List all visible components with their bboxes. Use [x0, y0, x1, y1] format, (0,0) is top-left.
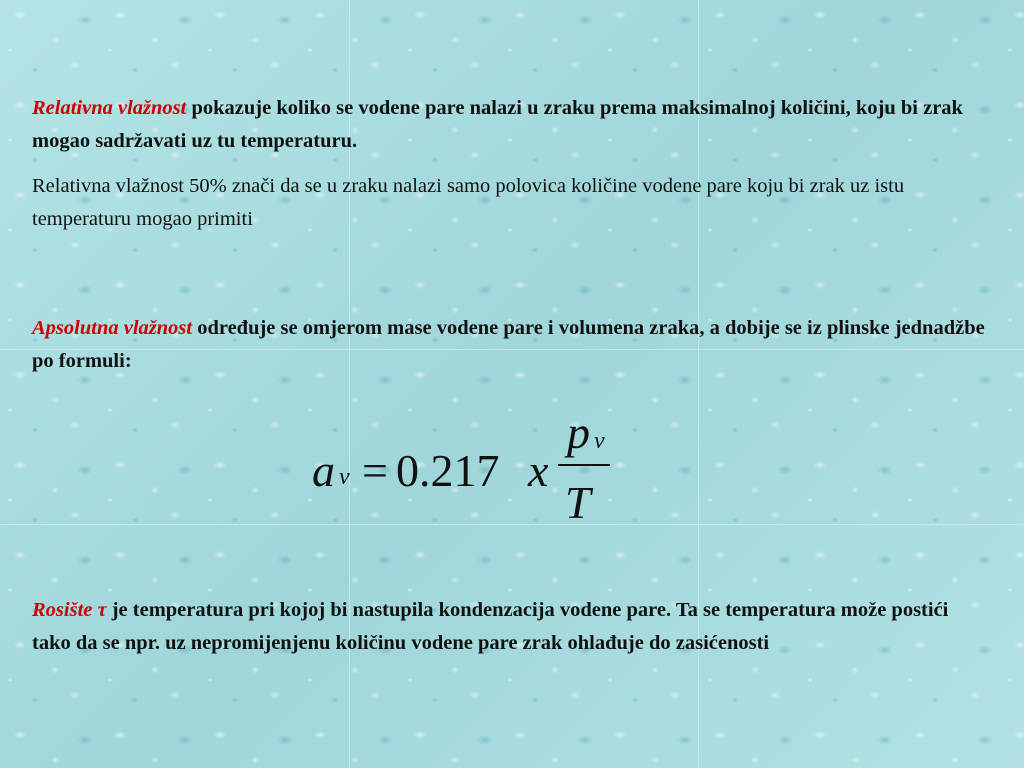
absolute-humidity-formula — [312, 407, 632, 532]
absolute-humidity-paragraph — [32, 312, 992, 378]
formula-lhs-subscript: v — [339, 464, 350, 490]
formula-lhs-variable: a — [312, 445, 335, 496]
absolute-humidity-definition: određuje se omjerom mase vodene pare i volumena zraka, a dobije se iz plinske jednadžbe po formuli: — [32, 317, 985, 372]
formula-equals-sign: = — [362, 445, 388, 496]
formula-fraction-bar — [558, 464, 610, 466]
relative-humidity-definition: pokazuje koliko se vodene pare nalazi u zraku prema maksimalnoj količini, koju bi zrak mogao sadržavati uz tu temperaturu. — [32, 97, 963, 152]
relative-humidity-example — [32, 170, 992, 236]
dew-point-paragraph — [32, 594, 992, 660]
absolute-humidity-term: Apsolutna vlažnost — [32, 317, 193, 339]
dew-point-definition: je temperatura pri kojoj bi nastupila kondenzacija vodene pare. Ta se temperatura može postići tako da se npr. uz nepromijenjenu količinu vodene pare zrak ohlađuje do zasićenosti — [32, 599, 949, 654]
formula-numerator-variable: p — [567, 407, 590, 458]
relative-humidity-term: Relativna vlažnost — [32, 97, 187, 119]
formula-denominator: T — [565, 477, 591, 528]
relative-humidity-example-text: Relativna vlažnost 50% znači da se u zraku nalazi samo polovica količine vodene pare koju bi zrak uz istu temperaturu mogao primiti — [32, 175, 905, 230]
formula-coefficient: 0.217 — [396, 445, 500, 496]
dew-point-term: Rosište τ — [32, 599, 107, 621]
formula-numerator-subscript: v — [594, 428, 605, 454]
formula-multiply-sign: x — [528, 445, 549, 496]
relative-humidity-paragraph — [32, 92, 992, 158]
